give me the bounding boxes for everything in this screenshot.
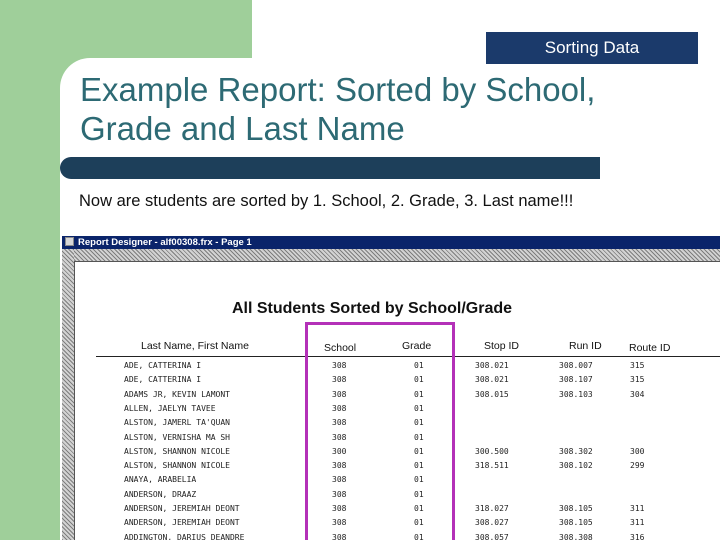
cell-stop-id: 308.021 <box>475 375 509 385</box>
cell-name: ANDERSON, DRAAZ <box>124 489 197 499</box>
cell-school: 308 <box>332 418 347 428</box>
cell-grade: 01 <box>414 446 424 456</box>
cell-grade: 01 <box>414 489 424 499</box>
cell-school: 308 <box>332 532 347 540</box>
cell-grade: 01 <box>414 432 424 442</box>
title-line-2: Grade and Last Name <box>80 110 405 147</box>
cell-grade: 01 <box>414 418 424 428</box>
column-header-stop-id: Stop ID <box>484 340 520 352</box>
cell-grade: 01 <box>414 389 424 399</box>
cell-run-id: 308.007 <box>559 361 593 370</box>
ruler-hatch-top <box>62 249 720 261</box>
slide-title <box>80 70 710 148</box>
cell-route-id: 311 <box>630 518 645 528</box>
cell-grade: 01 <box>414 532 424 540</box>
cell-school: 308 <box>332 489 347 499</box>
cell-run-id: 308.103 <box>559 389 593 399</box>
cell-school: 308 <box>332 475 347 485</box>
report-title: All Students Sorted by School/Grade <box>231 300 513 317</box>
cell-school: 308 <box>332 361 347 370</box>
cell-grade: 01 <box>414 375 424 385</box>
cell-run-id: 308.107 <box>559 375 593 385</box>
cell-route-id: 316 <box>630 532 645 540</box>
cell-stop-id: 318.027 <box>475 504 509 513</box>
cell-run-id: 308.105 <box>559 518 593 528</box>
column-header-name: Last Name, First Name <box>141 340 249 352</box>
section-tag: Sorting Data <box>486 32 698 64</box>
cell-school: 308 <box>332 518 347 528</box>
cell-name: ANDERSON, JEREMIAH DEONT <box>124 518 240 528</box>
cell-stop-id: 308.027 <box>475 518 509 528</box>
cell-school: 308 <box>332 403 347 413</box>
cell-stop-id: 318.511 <box>475 461 509 471</box>
cell-route-id: 299 <box>630 461 645 471</box>
cell-school: 308 <box>332 432 347 442</box>
cell-run-id: 308.102 <box>559 461 593 471</box>
cell-route-id: 315 <box>630 361 645 370</box>
slide-subtitle: Now are students are sorted by 1. School, 2. Grade, 3. Last name!!! <box>79 192 574 210</box>
cell-grade: 01 <box>414 461 424 471</box>
column-header-route-id: Route ID <box>629 342 671 354</box>
cell-route-id: 315 <box>630 375 645 385</box>
cell-name: ADAMS JR, KEVIN LAMONT <box>124 389 230 399</box>
cell-stop-id: 308.015 <box>475 389 509 399</box>
cell-route-id: 311 <box>630 504 645 513</box>
cell-route-id: 304 <box>630 389 645 399</box>
cell-grade: 01 <box>414 475 424 485</box>
school-grade-highlight-box <box>305 322 455 540</box>
cell-name: ALLEN, JAELYN TAVEE <box>124 403 216 413</box>
cell-stop-id: 308.021 <box>475 361 509 370</box>
cell-name: ANDERSON, JEREMIAH DEONT <box>124 504 240 513</box>
window-title-bar <box>62 236 720 249</box>
cell-school: 300 <box>332 446 347 456</box>
cell-name: ADE, CATTERINA I <box>124 361 202 370</box>
title-underline-bar <box>60 157 600 179</box>
cell-name: ALSTON, JAMERL TA'QUAN <box>124 418 230 428</box>
cell-run-id: 308.105 <box>559 504 593 513</box>
cell-stop-id: 308.057 <box>475 532 509 540</box>
cell-name: ALSTON, SHANNON NICOLE <box>124 446 230 456</box>
report-designer-screenshot <box>62 236 720 540</box>
title-line-1: Example Report: Sorted by School, <box>80 71 596 108</box>
window-title: Report Designer - alf00308.frx - Page 1 <box>78 237 252 248</box>
cell-name: ADDINGTON, DARIUS DEANDRE <box>124 532 245 540</box>
column-header-run-id: Run ID <box>569 340 602 352</box>
column-header-school: School <box>324 342 357 354</box>
cell-run-id: 308.302 <box>559 446 593 456</box>
cell-name: ALSTON, SHANNON NICOLE <box>124 461 230 471</box>
cell-school: 308 <box>332 389 347 399</box>
cell-grade: 01 <box>414 504 424 513</box>
app-icon <box>65 237 74 246</box>
cell-grade: 01 <box>414 403 424 413</box>
cell-name: ANAYA, ARABELIA <box>124 475 197 485</box>
cell-name: ADE, CATTERINA I <box>124 375 202 385</box>
cell-run-id: 308.308 <box>559 532 593 540</box>
cell-stop-id: 300.500 <box>475 446 509 456</box>
cell-grade: 01 <box>414 361 424 370</box>
cell-school: 308 <box>332 375 347 385</box>
column-header-grade: Grade <box>402 340 432 352</box>
cell-grade: 01 <box>414 518 424 528</box>
cell-school: 308 <box>332 504 347 513</box>
cell-name: ALSTON, VERNISHA MA SH <box>124 432 230 442</box>
cell-school: 308 <box>332 461 347 471</box>
cell-route-id: 300 <box>630 446 645 456</box>
